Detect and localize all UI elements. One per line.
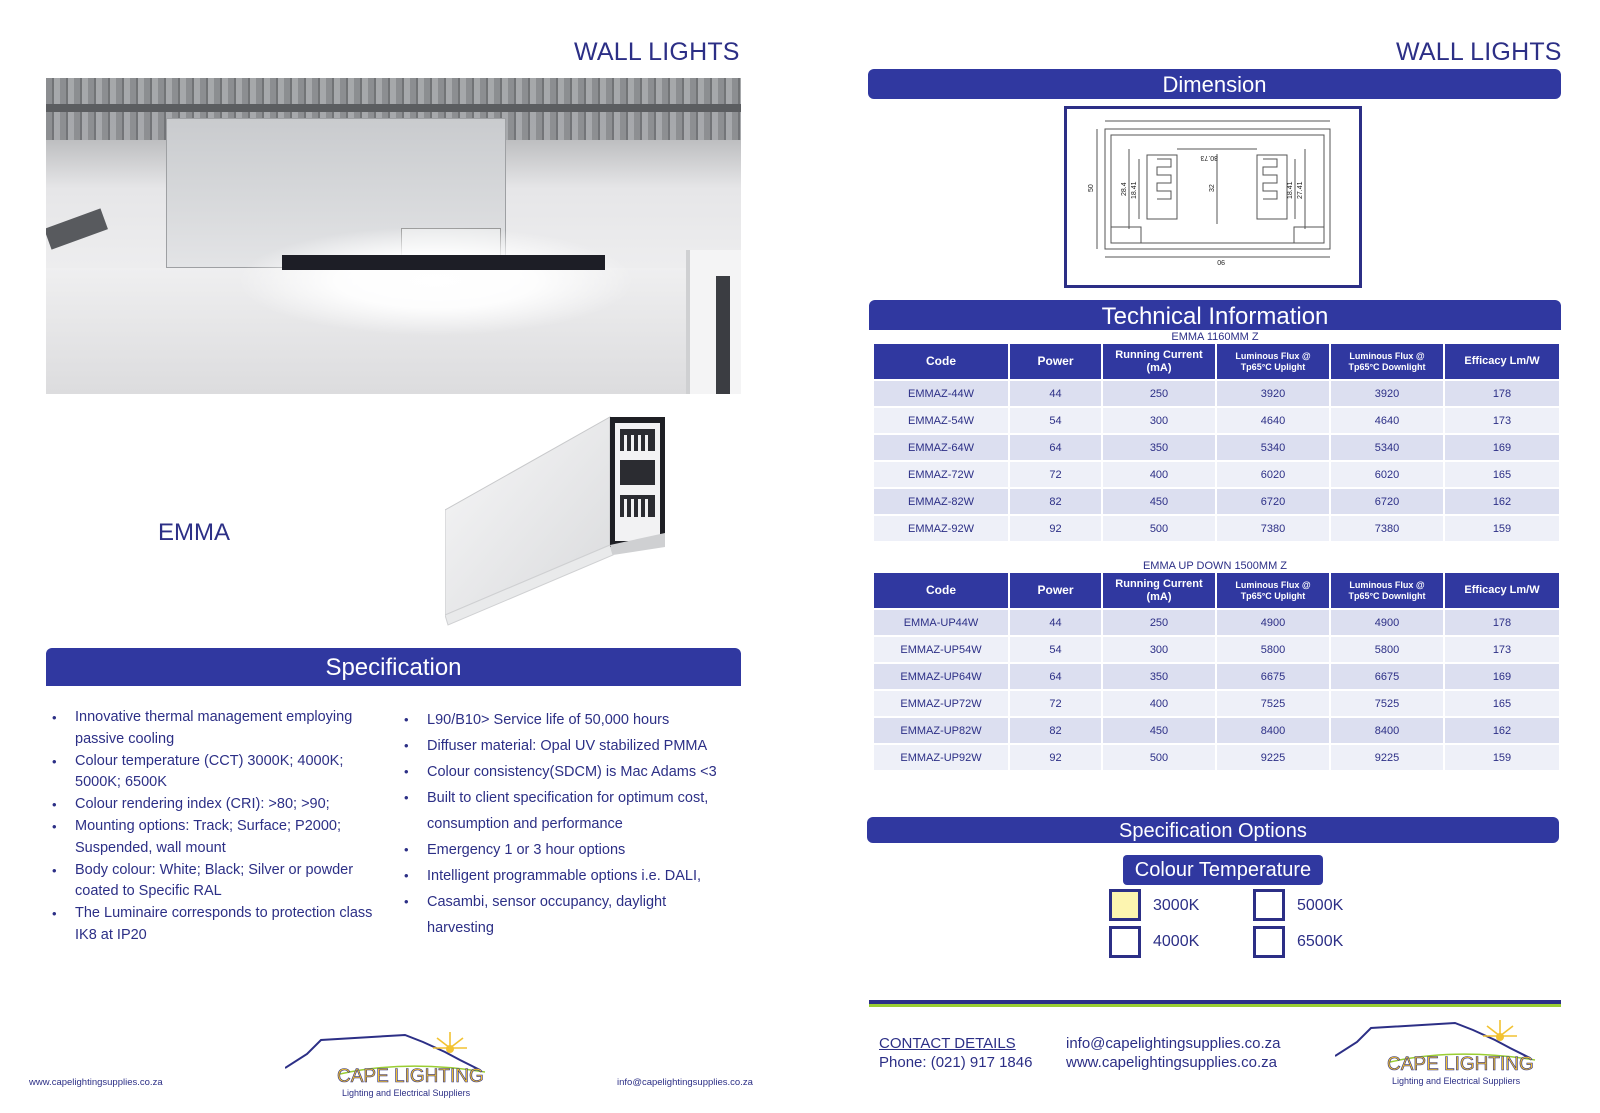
- table-row: [874, 514, 1559, 541]
- table-cell: 500: [1103, 743, 1217, 770]
- table-cell: 3920: [1217, 379, 1331, 406]
- table-cell: 178: [1445, 608, 1559, 635]
- table-cell: 4640: [1331, 406, 1445, 433]
- swatch-5000k[interactable]: [1253, 889, 1285, 921]
- table-cell: 8400: [1331, 716, 1445, 743]
- logo-name: CAPE LIGHTING: [337, 1066, 484, 1087]
- spec-item: • Diffuser material: Opal UV stabilized PMMA: [400, 733, 730, 759]
- table-cell: 400: [1103, 460, 1217, 487]
- footer-website[interactable]: www.capelightingsupplies.co.za: [29, 1077, 163, 1088]
- table-cell: 178: [1445, 379, 1559, 406]
- table-row: [874, 716, 1559, 743]
- contact-website[interactable]: www.capelightingsupplies.co.za: [1066, 1054, 1277, 1071]
- table-cell: EMMAZ-54W: [874, 406, 1010, 433]
- swatch-4000k[interactable]: [1109, 926, 1141, 958]
- table-cell: 3920: [1331, 379, 1445, 406]
- table-cell: 44: [1010, 608, 1103, 635]
- table-cell: EMMAZ-92W: [874, 514, 1010, 541]
- column-header: Code: [874, 573, 1010, 608]
- spec-list-col1: [48, 707, 378, 947]
- profile-cross-section-diagram: [1067, 109, 1359, 285]
- table-row: [874, 379, 1559, 406]
- table-cell: 72: [1010, 460, 1103, 487]
- table-cell: 6020: [1331, 460, 1445, 487]
- table-cell: 300: [1103, 406, 1217, 433]
- table-cell: EMMAZ-44W: [874, 379, 1010, 406]
- table-cell: EMMA-UP44W: [874, 608, 1010, 635]
- table-cell: 162: [1445, 487, 1559, 514]
- column-header: Efficacy Lm/W: [1445, 344, 1559, 379]
- contact-phone[interactable]: Phone: (021) 917 1846: [879, 1054, 1033, 1071]
- spec-item: • Body colour: White; Black; Silver or powder coated to Specific RAL: [48, 860, 378, 904]
- table-cell: 4900: [1331, 608, 1445, 635]
- table-cell: 5340: [1331, 433, 1445, 460]
- table-cell: 7525: [1217, 689, 1331, 716]
- table-cell: 9225: [1331, 743, 1445, 770]
- table-cell: 350: [1103, 662, 1217, 689]
- spec-item: • L90/B10> Service life of 50,000 hours: [400, 707, 730, 733]
- column-header: Luminous Flux @ Tp65°C Uplight: [1217, 573, 1331, 608]
- column-header: Efficacy Lm/W: [1445, 573, 1559, 608]
- table-cell: 92: [1010, 514, 1103, 541]
- dim-label-inner-d: 27.41: [1297, 181, 1304, 199]
- specification-heading: Specification: [325, 654, 462, 681]
- table-cell: 165: [1445, 460, 1559, 487]
- swatch-6500k[interactable]: [1253, 926, 1285, 958]
- table-cell: 54: [1010, 635, 1103, 662]
- table2-caption: EMMA UP DOWN 1500MM Z: [1142, 560, 1288, 572]
- table-cell: EMMAZ-UP64W: [874, 662, 1010, 689]
- table-row: [874, 635, 1559, 662]
- footer-email[interactable]: info@capelightingsupplies.co.za: [617, 1077, 753, 1088]
- profile-render-image: [445, 415, 675, 630]
- spec-item: • Emergency 1 or 3 hour options: [400, 837, 730, 863]
- logo-tagline: Lighting and Electrical Suppliers: [1392, 1076, 1521, 1086]
- table-cell: 8400: [1217, 716, 1331, 743]
- dim-label-inner-c: 18.41: [1287, 181, 1294, 199]
- table-cell: 6720: [1331, 487, 1445, 514]
- table-cell: 54: [1010, 406, 1103, 433]
- dim-label-mid: 32: [1209, 184, 1216, 192]
- swatch-label-5000k: 5000K: [1297, 897, 1344, 914]
- table-cell: 64: [1010, 433, 1103, 460]
- spec-item: • Mounting options: Track; Surface; P2000; Suspended, wall mount: [48, 816, 378, 860]
- dimension-drawing: [1064, 106, 1362, 288]
- cape-lighting-logo: [285, 1030, 495, 1100]
- table-cell: 159: [1445, 514, 1559, 541]
- table-cell: EMMAZ-UP54W: [874, 635, 1010, 662]
- column-header: Power: [1010, 573, 1103, 608]
- table-cell: 6675: [1217, 662, 1331, 689]
- table-cell: 173: [1445, 406, 1559, 433]
- table-cell: 350: [1103, 433, 1217, 460]
- table-cell: 400: [1103, 689, 1217, 716]
- column-header: Code: [874, 344, 1010, 379]
- table-cell: 7380: [1217, 514, 1331, 541]
- swatch-label-6500k: 6500K: [1297, 933, 1344, 950]
- table-cell: 169: [1445, 662, 1559, 689]
- table-cell: 162: [1445, 716, 1559, 743]
- footer-divider-green: [869, 1004, 1561, 1007]
- specification-heading-bar: [46, 648, 741, 686]
- table-cell: 250: [1103, 379, 1217, 406]
- colour-temperature-heading: Colour Temperature: [1134, 859, 1312, 881]
- logo-tagline: Lighting and Electrical Suppliers: [342, 1088, 471, 1098]
- product-name: EMMA: [158, 519, 230, 546]
- table-row: [874, 608, 1559, 635]
- table-emma-1160: [874, 344, 1559, 541]
- spec-item: • Casambi, sensor occupancy, daylight harvesting: [400, 889, 730, 941]
- left-page-title: WALL LIGHTS: [574, 38, 740, 66]
- table-cell: 450: [1103, 487, 1217, 514]
- table-cell: EMMAZ-82W: [874, 487, 1010, 514]
- colour-temperature-heading-bar: [1123, 855, 1323, 885]
- table-cell: 173: [1445, 635, 1559, 662]
- spec-item: • Colour temperature (CCT) 3000K; 4000K; 5000K; 6500K: [48, 751, 378, 795]
- spec-list-col2: [400, 707, 730, 941]
- table-cell: 5800: [1331, 635, 1445, 662]
- table-row: [874, 487, 1559, 514]
- table-cell: 5340: [1217, 433, 1331, 460]
- table-cell: 300: [1103, 635, 1217, 662]
- technical-info-heading: Technical Information: [1101, 303, 1329, 330]
- table-cell: 72: [1010, 689, 1103, 716]
- column-header: Luminous Flux @ Tp65°C Uplight: [1217, 344, 1331, 379]
- dim-label-height: 50: [1088, 184, 1095, 192]
- table-cell: 6675: [1331, 662, 1445, 689]
- table-row: [874, 406, 1559, 433]
- table-row: [874, 460, 1559, 487]
- dimension-heading: Dimension: [1162, 72, 1267, 97]
- table-cell: EMMAZ-UP72W: [874, 689, 1010, 716]
- table-emma-updown-1500: [874, 573, 1559, 770]
- dimension-heading-bar: [868, 69, 1561, 99]
- table-cell: 9225: [1217, 743, 1331, 770]
- table-row: [874, 743, 1559, 770]
- installation-photo: [46, 78, 741, 394]
- table-cell: 169: [1445, 433, 1559, 460]
- table-cell: 82: [1010, 487, 1103, 514]
- column-header: Luminous Flux @ Tp65°C Downlight: [1331, 573, 1445, 608]
- table-cell: 6720: [1217, 487, 1331, 514]
- swatch-3000k[interactable]: [1109, 889, 1141, 921]
- table-cell: 4900: [1217, 608, 1331, 635]
- table-cell: 7380: [1331, 514, 1445, 541]
- column-header: Luminous Flux @ Tp65°C Downlight: [1331, 344, 1445, 379]
- table-cell: 450: [1103, 716, 1217, 743]
- swatch-label-4000k: 4000K: [1153, 933, 1200, 950]
- table-row: [874, 433, 1559, 460]
- dim-label-top: 30.73: [1200, 154, 1218, 161]
- spec-item: • Intelligent programmable options i.e. DALI,: [400, 863, 730, 889]
- right-page-title: WALL LIGHTS: [1396, 38, 1562, 66]
- table-cell: EMMAZ-UP92W: [874, 743, 1010, 770]
- table-cell: 5800: [1217, 635, 1331, 662]
- spec-item: • Colour consistency(SDCM) is Mac Adams <3: [400, 759, 730, 785]
- table-cell: 6020: [1217, 460, 1331, 487]
- table-cell: 92: [1010, 743, 1103, 770]
- table-cell: 500: [1103, 514, 1217, 541]
- spec-item: • The Luminaire corresponds to protection class IK8 at IP20: [48, 903, 378, 947]
- table-cell: 250: [1103, 608, 1217, 635]
- column-header: Running Current (mA): [1103, 344, 1217, 379]
- spec-item: • Built to client specification for optimum cost, consumption and performance: [400, 785, 730, 837]
- spec-options-heading-bar: [867, 817, 1559, 843]
- column-header: Running Current (mA): [1103, 573, 1217, 608]
- table-row: [874, 689, 1559, 716]
- table-cell: 159: [1445, 743, 1559, 770]
- table-cell: 44: [1010, 379, 1103, 406]
- table-cell: 7525: [1331, 689, 1445, 716]
- spec-item: • Colour rendering index (CRI): >80; >90;: [48, 794, 378, 816]
- table-row: [874, 662, 1559, 689]
- contact-heading: CONTACT DETAILS: [879, 1035, 1016, 1052]
- dim-label-width: 90: [1217, 258, 1225, 265]
- spec-options-heading: Specification Options: [1119, 820, 1307, 842]
- table-cell: 64: [1010, 662, 1103, 689]
- table-cell: 4640: [1217, 406, 1331, 433]
- dim-label-inner-a: 28.4: [1121, 182, 1128, 196]
- table-cell: 82: [1010, 716, 1103, 743]
- table-cell: EMMAZ-64W: [874, 433, 1010, 460]
- table-cell: EMMAZ-UP82W: [874, 716, 1010, 743]
- contact-email[interactable]: info@capelightingsupplies.co.za: [1066, 1035, 1281, 1052]
- column-header: Power: [1010, 344, 1103, 379]
- spec-item: • Innovative thermal management employing passive cooling: [48, 707, 378, 751]
- logo-name: CAPE LIGHTING: [1387, 1054, 1534, 1075]
- table1-caption: EMMA 1160MM Z: [1171, 331, 1259, 343]
- dim-label-inner-b: 18.41: [1131, 181, 1138, 199]
- table-cell: EMMAZ-72W: [874, 460, 1010, 487]
- table-cell: 165: [1445, 689, 1559, 716]
- technical-info-heading-bar: [869, 300, 1561, 330]
- wall-light-fixture: [282, 255, 605, 270]
- swatch-label-3000k: 3000K: [1153, 897, 1200, 914]
- cape-lighting-logo-right: [1335, 1018, 1545, 1088]
